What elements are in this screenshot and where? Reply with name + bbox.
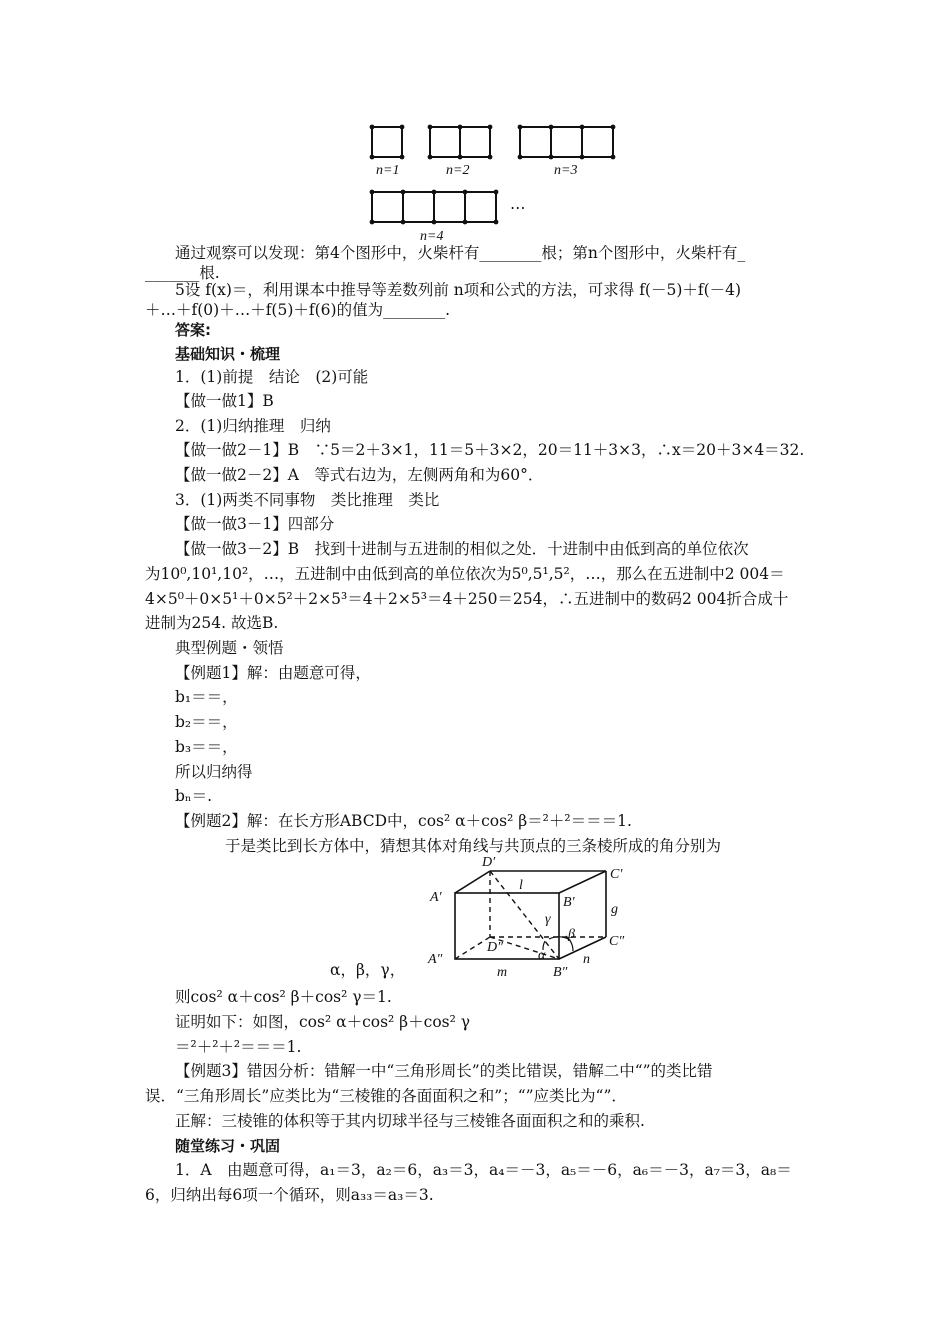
edge-label-n: n xyxy=(583,952,590,967)
answer-line: ＝²＋²＋²＝＝＝1. xyxy=(175,1038,302,1056)
vertex-d-prime: D′ xyxy=(482,855,496,870)
answer-line: 【做一做2－2】A 等式右边为，左侧两角和为60°． xyxy=(175,466,544,484)
vertex-a-double: A″ xyxy=(428,952,443,967)
problem4-line2: _______根. xyxy=(145,264,220,282)
section-heading-basics: 基础知识・梳理 xyxy=(175,345,281,363)
answer-line: 【例题3】错因分析：错解一中“三角形周长”的类比错误，错解二中“”的类比错 xyxy=(175,1062,713,1080)
problem5-line2: ＋…＋f(0)＋…＋f(5)＋f(6)的值为________. xyxy=(145,301,451,319)
answer-line: 则cos² α＋cos² β＋cos² γ＝1. xyxy=(175,988,392,1006)
answer-line: 于是类比到长方体中，猜想其体对角线与共顶点的三条棱所成的角分别为 xyxy=(225,837,722,855)
answer-line: 1．A 由题意可得，a₁＝3，a₂＝6，a₃＝3，a₄＝－3，a₅＝－6，a₆＝－3，a₇＝3，a₈＝ xyxy=(175,1161,792,1179)
label-n1: n=1 xyxy=(376,163,400,178)
answer-line: bₙ＝. xyxy=(175,787,213,805)
answer-line: α，β，γ， xyxy=(330,961,406,979)
section-heading-practice: 随堂练习・巩固 xyxy=(175,1137,281,1155)
problem4-line1: 通过观察可以发现：第4个图形中，火柴杆有________根；第n个图形中，火柴杆有_ xyxy=(175,244,746,262)
answer-line: 所以归纳得 xyxy=(175,763,253,781)
answer-line: 【做一做1】B xyxy=(175,392,274,410)
angle-gamma: γ xyxy=(545,912,551,927)
vertex-a-prime: A′ xyxy=(430,890,442,905)
vertex-c-prime: C′ xyxy=(610,867,623,882)
section-heading-examples: 典型例题・领悟 xyxy=(175,639,284,657)
angle-beta: β xyxy=(568,927,575,942)
edge-label-l: l xyxy=(519,878,523,893)
answer-line: 【做一做2－1】B ∵5＝2＋3×1，11＝5＋3×2，20＝11＋3×3，∴x＝20＋3×4＝32. xyxy=(175,441,805,459)
problem5-line1: 5设 f(x)＝，利用课本中推导等差数列前 n项和公式的方法，可求得 f(－5)＋f(－4) xyxy=(175,281,742,299)
answer-line: 【做一做3－2】B 找到十进制与五进制的相似之处．十进制中由低到高的单位依次 xyxy=(175,540,749,558)
ellipsis: … xyxy=(510,195,526,213)
vertex-b-double: B″ xyxy=(553,965,568,980)
answer-line: b₂＝＝， xyxy=(175,713,238,731)
label-n3: n=3 xyxy=(554,163,578,178)
answer-line: 进制为254. 故选B. xyxy=(145,614,279,632)
vertex-c-double: C″ xyxy=(609,934,625,949)
answer-line: 误．“三角形周长”应类比为“三棱锥的各面面积之和”；“”应类比为“”． xyxy=(145,1087,627,1105)
answer-line: 正解：三棱锥的体积等于其内切球半径与三棱锥各面面积之和的乘积. xyxy=(175,1112,645,1130)
answer-line: 4×5⁰＋0×5¹＋0×5²＋2×5³＝4＋2×5³＝4＋250＝254，∴五进制中的数码2 004折合成十 xyxy=(145,590,789,608)
answer-line: 2．(1)归纳推理 归纳 xyxy=(175,417,331,435)
answer-line: b₁＝＝， xyxy=(175,688,238,706)
answer-line: 3．(1)两类不同事物 类比推理 类比 xyxy=(175,491,440,509)
label-n2: n=2 xyxy=(446,163,470,178)
answer-line: 6，归纳出每6项一个循环，则a₃₃＝a₃＝3. xyxy=(145,1186,434,1204)
answer-line: 【例题2】解：在长方形ABCD中，cos² α＋cos² β＝²＋²＝＝＝1. xyxy=(175,812,632,830)
answer-line: 为10⁰,10¹,10²，…，五进制中由低到高的单位依次为5⁰,5¹,5²，…，那么在五进制中2 004＝ xyxy=(145,565,785,583)
answer-line: 证明如下：如图，cos² α＋cos² β＋cos² γ xyxy=(175,1013,471,1031)
answers-heading: 答案: xyxy=(175,321,211,339)
answer-line: 1．(1)前提 结论 (2)可能 xyxy=(175,368,369,386)
angle-alpha: α xyxy=(538,948,546,963)
edge-label-g: g xyxy=(611,902,618,917)
edge-label-m: m xyxy=(497,965,508,980)
answer-line: 【例题1】解：由题意可得， xyxy=(175,664,371,682)
answer-line: 【做一做3－1】四部分 xyxy=(175,515,335,533)
matchstick-figure xyxy=(0,0,950,260)
label-n4: n=4 xyxy=(420,229,444,244)
vertex-d-double: D″ xyxy=(487,940,503,955)
answer-line: b₃＝＝， xyxy=(175,738,238,756)
vertex-b-prime: B′ xyxy=(563,895,575,910)
